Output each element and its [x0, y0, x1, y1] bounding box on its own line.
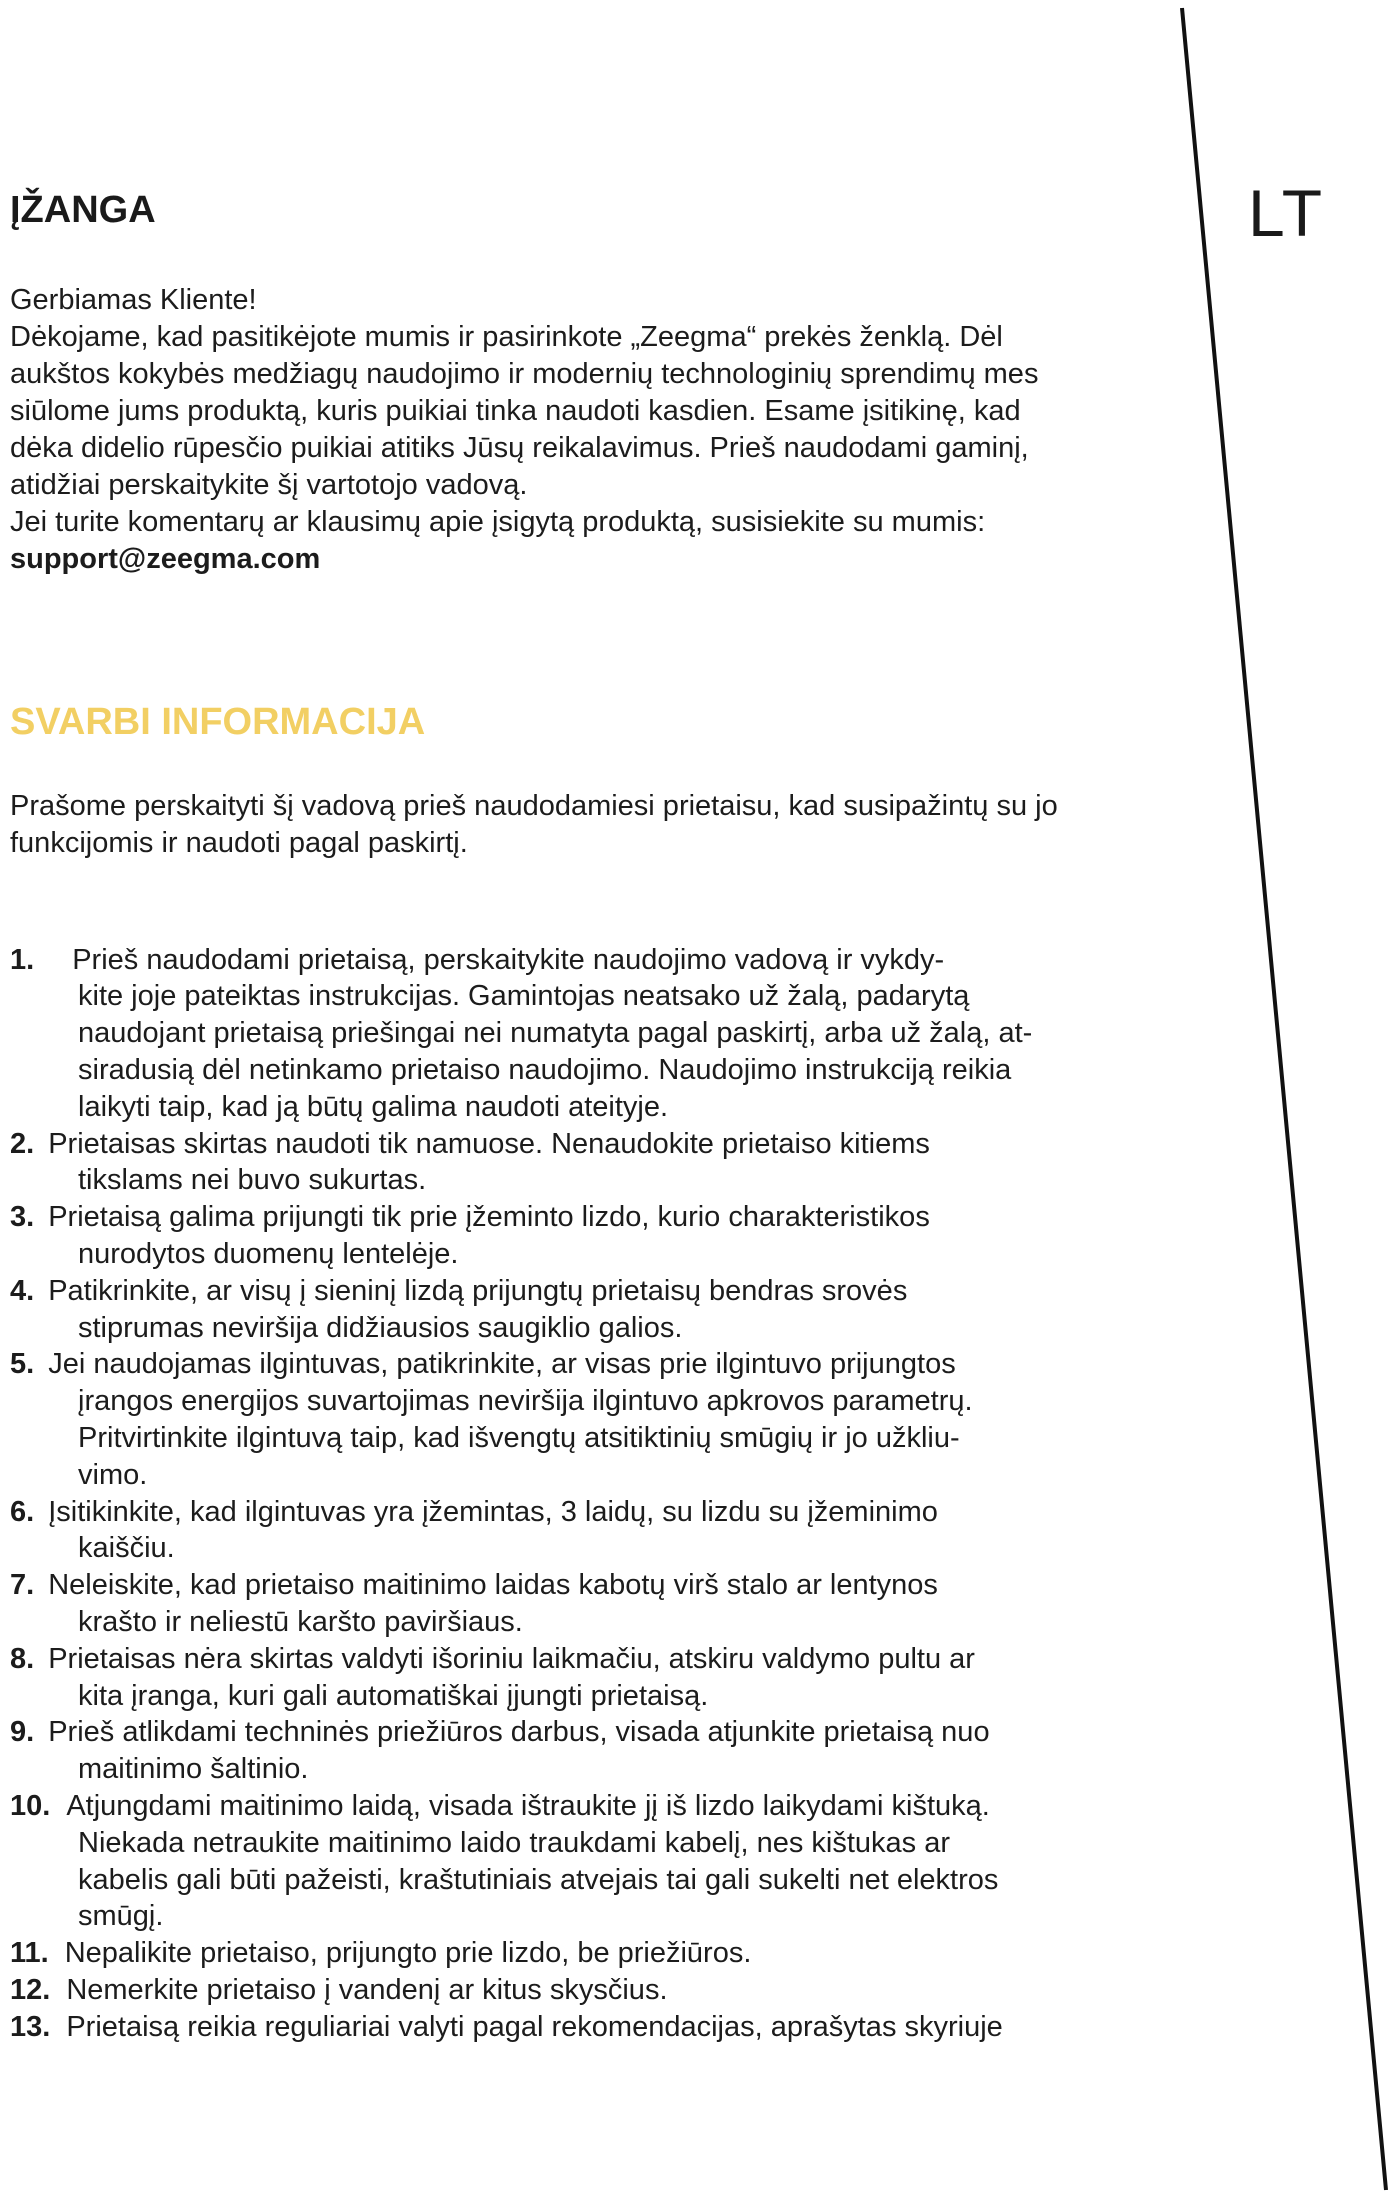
list-item: [10, 1641, 1160, 1715]
divider-stroke: [1182, 8, 1386, 2190]
list-item-number: 10.: [10, 1789, 51, 1822]
list-item-number: 13.: [10, 2010, 51, 2043]
list-item-line: naudojant prietaisą priešingai nei numatyta pagal paskirtį, arba už žalą, at-: [78, 1017, 1033, 1050]
list-item-number: 4.: [10, 1274, 35, 1307]
list-item: [10, 1567, 1160, 1641]
list-item-line: tikslams nei buvo sukurtas.: [78, 1164, 427, 1197]
list-item-line: [10, 1972, 1160, 2009]
list-item-text: Nepalikite prietaiso, prijungto prie lizdo, be priežiūros.: [64, 1937, 752, 1970]
list-item-text: Prieš atlikdami techninės priežiūros darbus, visada atjunkite prietaisą nuo: [48, 1716, 990, 1749]
intro-paragraph: [10, 282, 1160, 578]
list-item: [10, 1972, 1160, 2009]
list-item-text: Atjungdami maitinimo laidą, visada ištraukite jį iš lizdo laikydami kištuką.: [66, 1789, 990, 1822]
important-line: funkcijomis ir naudoti pagal paskirtį.: [10, 826, 468, 859]
list-item-number: 1.: [10, 943, 35, 976]
list-item-line: [10, 1126, 1160, 1163]
list-item-line: [10, 1199, 1160, 1236]
safety-instructions-list: [10, 942, 1160, 2046]
list-item-number: 8.: [10, 1642, 35, 1675]
list-item: [10, 1199, 1160, 1273]
content-column: [10, 190, 1160, 2046]
list-item-number: 2.: [10, 1127, 35, 1160]
list-item-number: 3.: [10, 1201, 35, 1234]
list-item-line: krašto ir neliestū karšto paviršiaus.: [78, 1605, 523, 1638]
list-item: [10, 1935, 1160, 1972]
list-item: [10, 1126, 1160, 1200]
list-item-line: maitinimo šaltinio.: [78, 1753, 309, 1786]
list-item-text: Neleiskite, kad prietaiso maitinimo laidas kabotų virš stalo ar lentynos: [48, 1569, 938, 1602]
list-item-line: [10, 1714, 1160, 1751]
list-item-line: [10, 1567, 1160, 1604]
intro-line: atidžiai perskaitykite šį vartotojo vadovą.: [10, 468, 528, 501]
list-item-line: [10, 2009, 1160, 2046]
list-item-line: [10, 1273, 1160, 1310]
list-item-text: Prietaisas nėra skirtas valdyti išoriniu laikmačiu, atskiru valdymo pultu ar: [48, 1642, 975, 1675]
list-item-line: Pritvirtinkite ilgintuvą taip, kad išvengtų atsitiktinių smūgių ir jo užkliu-: [78, 1421, 960, 1454]
list-item-line: [10, 1641, 1160, 1678]
list-item: [10, 942, 1160, 1126]
list-item-line: kita įranga, kuri gali automatiškai įjungti prietaisą.: [78, 1679, 709, 1712]
list-item: [10, 2009, 1160, 2046]
list-item-line: vimo.: [78, 1458, 148, 1491]
list-item-text: Jei naudojamas ilgintuvas, patikrinkite, ar visas prie ilgintuvo prijungtos: [48, 1348, 956, 1381]
list-item: [10, 1788, 1160, 1935]
list-item-number: 9.: [10, 1716, 35, 1749]
list-item-text: Prieš naudodami prietaisą, perskaitykite naudojimo vadovą ir vykdy-: [72, 943, 945, 976]
intro-line: siūlome jums produktą, kuris puikiai tinka naudoti kasdien. Esame įsitikinę, kad: [10, 394, 1021, 427]
list-item-line: [10, 1935, 1160, 1972]
list-item-line: nurodytos duomenų lentelėje.: [78, 1237, 459, 1270]
list-item-line: [10, 1346, 1160, 1383]
important-line: Prašome perskaityti šį vadovą prieš naudodamiesi prietaisu, kad susipažintų su jo: [10, 789, 1058, 822]
list-item-line: kite joje pateiktas instrukcijas. Gamintojas neatsako už žalą, padarytą: [78, 980, 970, 1013]
list-item-line: Niekada netraukite maitinimo laido traukdami kabelį, nes kištukas ar: [78, 1826, 951, 1859]
list-item-line: laikyti taip, kad ją būtų galima naudoti ateityje.: [78, 1090, 669, 1123]
language-tag: LT: [1248, 176, 1325, 250]
list-item-line: kabelis gali būti pažeisti, kraštutiniais atvejais tai gali sukelti net elektros: [78, 1863, 999, 1896]
list-item-line: kaiščiu.: [78, 1532, 175, 1565]
list-item: [10, 1273, 1160, 1347]
support-email-link[interactable]: support@zeegma.com: [10, 542, 321, 575]
intro-line: Gerbiamas Kliente!: [10, 283, 257, 316]
important-heading: SVARBI INFORMACIJA: [10, 700, 426, 743]
intro-line: dėka didelio rūpesčio puikiai atitiks Jūsų reikalavimus. Prieš naudodami gaminį,: [10, 431, 1029, 464]
list-item-line: siradusią dėl netinkamo prietaiso naudojimo. Naudojimo instrukciją reikia: [78, 1053, 1012, 1086]
list-item-text: Įsitikinkite, kad ilgintuvas yra įžemintas, 3 laidų, su lizdu su įžeminimo: [48, 1495, 938, 1528]
list-item-line: [10, 1788, 1160, 1825]
intro-line: aukštos kokybės medžiagų naudojimo ir modernių technologinių sprendimų mes: [10, 357, 1039, 390]
intro-heading: ĮŽANGA: [10, 189, 156, 231]
list-item-text: Nemerkite prietaiso į vandenį ar kitus skysčius.: [66, 1973, 668, 2006]
list-item-line: smūgį.: [78, 1900, 164, 1933]
list-item-number: 5.: [10, 1348, 35, 1381]
list-item-number: 11.: [10, 1937, 49, 1970]
important-paragraph: [10, 788, 1160, 862]
intro-line: Dėkojame, kad pasitikėjote mumis ir pasirinkote „Zeegma“ prekės ženklą. Dėl: [10, 320, 1003, 353]
list-item-number: 7.: [10, 1569, 35, 1602]
intro-line: Jei turite komentarų ar klausimų apie įsigytą produktą, susisiekite su mumis:: [10, 505, 986, 538]
list-item: [10, 1714, 1160, 1788]
list-item: [10, 1494, 1160, 1568]
list-item-text: Patikrinkite, ar visų į sieninį lizdą prijungtų prietaisų bendras srovės: [48, 1274, 908, 1307]
list-item-line: [10, 942, 1160, 979]
list-item-text: Prietaisą reikia reguliariai valyti pagal rekomendacijas, aprašytas skyriuje: [66, 2010, 1003, 2043]
list-item-number: 12.: [10, 1973, 51, 2006]
list-item-line: stiprumas neviršija didžiausios saugiklio galios.: [78, 1311, 683, 1344]
list-item-number: 6.: [10, 1495, 35, 1528]
list-item: [10, 1346, 1160, 1493]
list-item-line: įrangos energijos suvartojimas neviršija ilgintuvo apkrovos parametrų.: [78, 1385, 973, 1418]
list-item-text: Prietaisą galima prijungti tik prie įžeminto lizdo, kurio charakteristikos: [48, 1201, 930, 1234]
list-item-line: [10, 1494, 1160, 1531]
list-item-text: Prietaisas skirtas naudoti tik namuose. Nenaudokite prietaiso kitiems: [48, 1127, 930, 1160]
